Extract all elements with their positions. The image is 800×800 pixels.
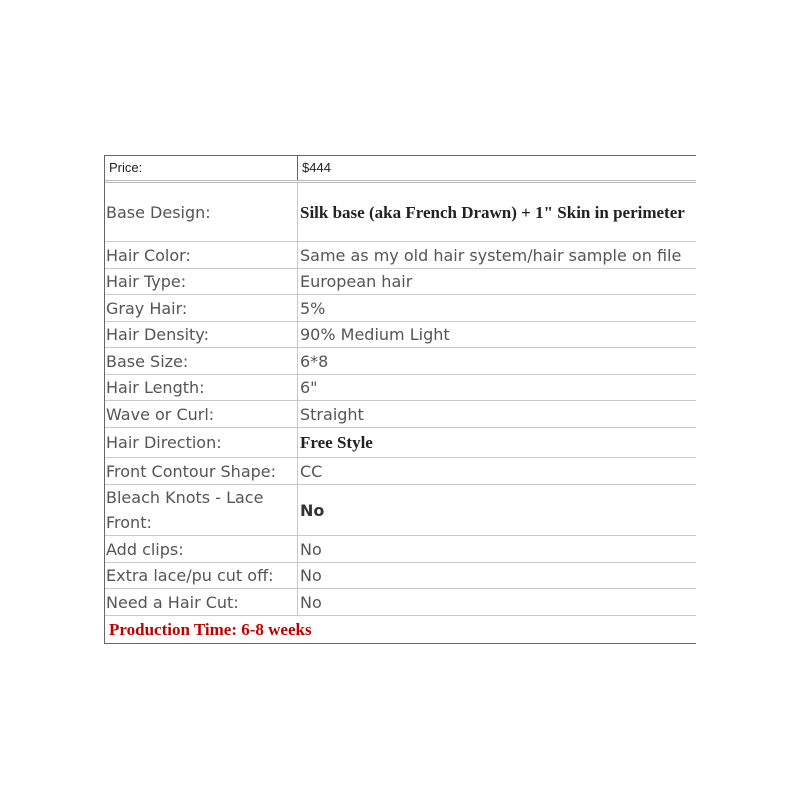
base-design-label: Base Design: xyxy=(105,183,298,241)
base-design-value: Silk base (aka French Drawn) + 1" Skin in perimeter xyxy=(300,202,685,222)
hair-density-value: 90% Medium Light xyxy=(300,325,450,344)
extra-lace-label: Extra lace/pu cut off: xyxy=(105,563,298,588)
spec-row-base-size xyxy=(105,348,696,375)
spec-row-gray-hair xyxy=(105,295,696,322)
production-time-text: Production Time: 6-8 weeks xyxy=(109,619,312,639)
hair-length-label: Hair Length: xyxy=(105,375,298,400)
add-clips-value: No xyxy=(300,539,322,559)
spec-row-hair-cut xyxy=(105,589,696,616)
price-label: Price: xyxy=(105,156,298,180)
front-contour-shape-label: Front Contour Shape: xyxy=(105,458,298,484)
spec-row-front-contour-shape xyxy=(105,458,696,485)
spec-row-hair-direction xyxy=(105,428,696,458)
hair-type-value: European hair xyxy=(300,272,413,291)
hair-type-label: Hair Type: xyxy=(105,269,298,294)
spec-row-bleach-knots xyxy=(105,485,696,536)
hair-direction-label: Hair Direction: xyxy=(105,428,298,457)
hair-cut-label: Need a Hair Cut: xyxy=(105,589,298,615)
hair-color-label: Hair Color: xyxy=(105,242,298,268)
hair-direction-value: Free Style xyxy=(300,433,373,452)
hair-length-value: 6" xyxy=(300,378,318,397)
base-size-label: Base Size: xyxy=(105,348,298,374)
bleach-knots-label: Bleach Knots - Lace Front: xyxy=(105,485,298,535)
spec-row-base-design xyxy=(105,183,696,242)
gray-hair-label: Gray Hair: xyxy=(105,295,298,321)
wave-or-curl-value: Straight xyxy=(300,404,364,424)
hair-density-label: Hair Density: xyxy=(105,322,298,347)
production-time-row xyxy=(105,616,696,644)
spec-row-price xyxy=(105,156,696,183)
base-size-value: 6*8 xyxy=(300,351,329,371)
gray-hair-value: 5% xyxy=(300,298,326,318)
hair-color-value: Same as my old hair system/hair sample on file xyxy=(300,245,682,265)
add-clips-label: Add clips: xyxy=(105,536,298,562)
wave-or-curl-label: Wave or Curl: xyxy=(105,401,298,427)
spec-row-add-clips xyxy=(105,536,696,563)
product-spec-table xyxy=(104,155,696,644)
spec-row-hair-length xyxy=(105,375,696,401)
spec-row-extra-lace xyxy=(105,563,696,589)
spec-row-hair-color xyxy=(105,242,696,269)
spec-row-hair-density xyxy=(105,322,696,348)
spec-row-wave-or-curl xyxy=(105,401,696,428)
front-contour-shape-value: CC xyxy=(300,461,323,481)
price-value: $444 xyxy=(302,160,331,175)
spec-row-hair-type xyxy=(105,269,696,295)
hair-cut-value: No xyxy=(300,592,322,612)
extra-lace-value: No xyxy=(300,566,322,585)
bleach-knots-value: No xyxy=(300,500,325,520)
